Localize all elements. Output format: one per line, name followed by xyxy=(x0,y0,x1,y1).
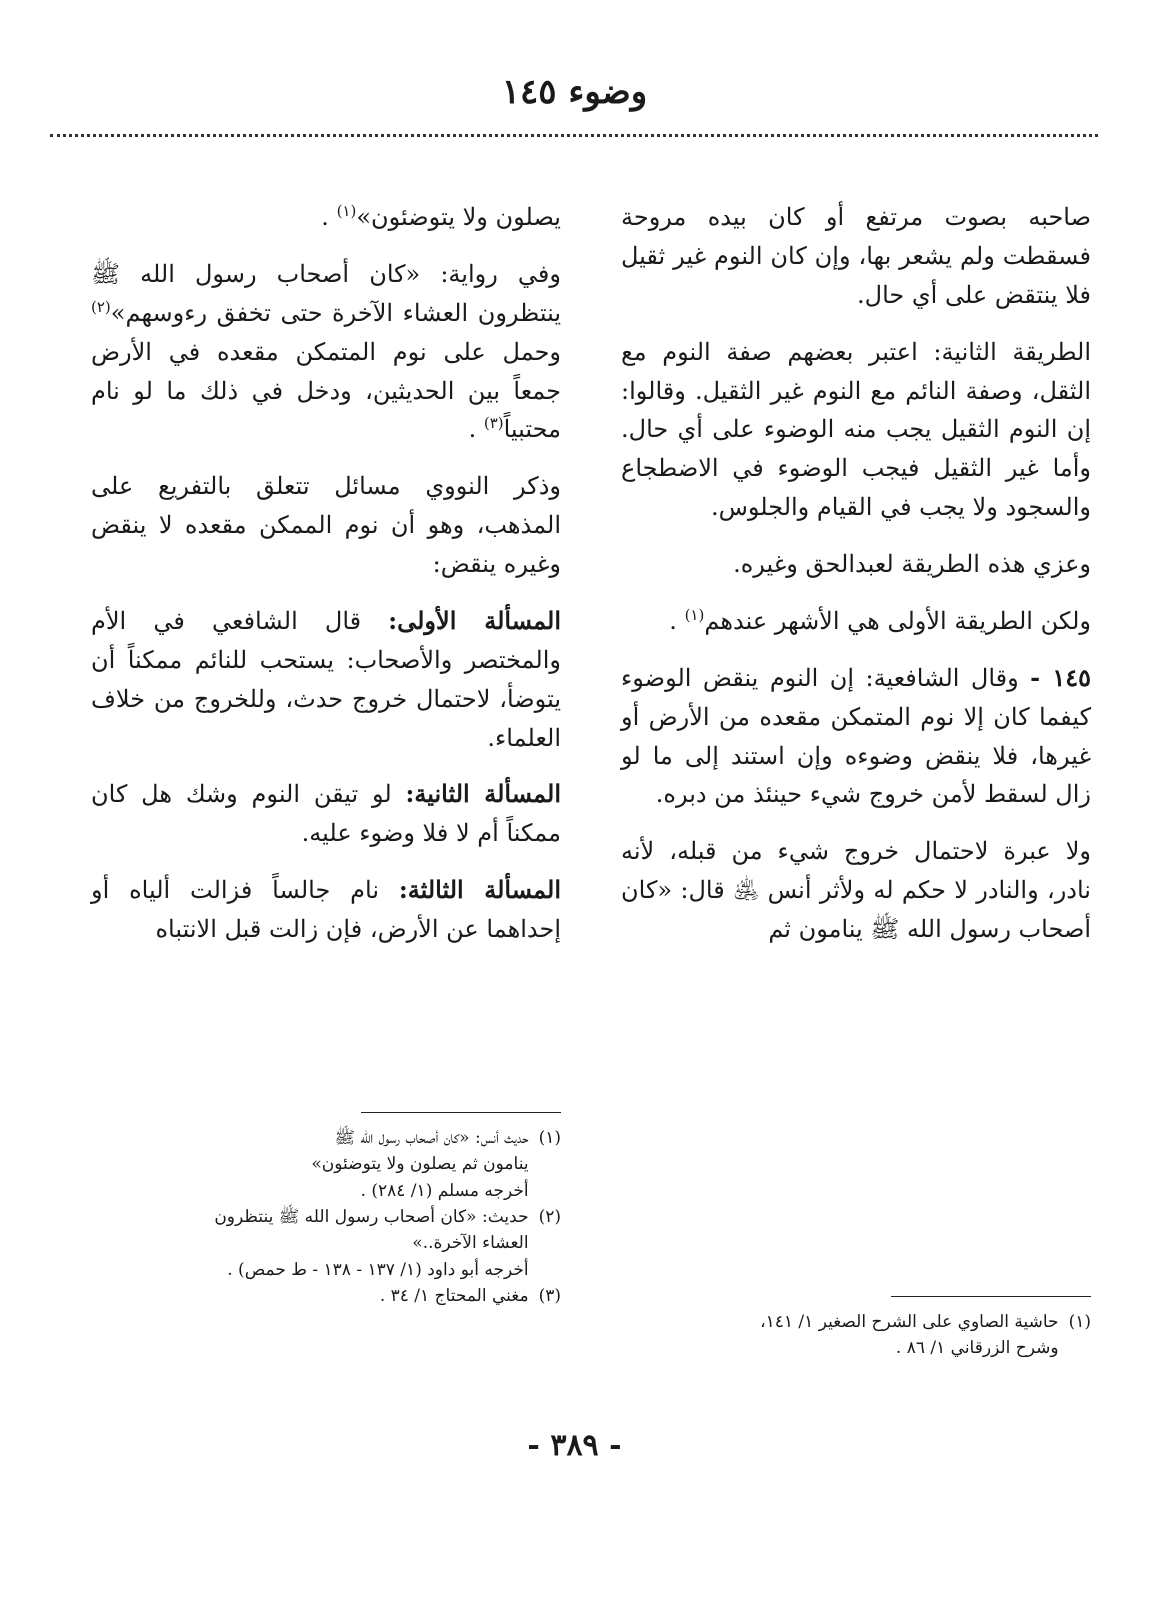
right-paragraph-5-text: وقال الشافعية: إن النوم ينقض الوضوء كيفما كان إلا نوم المتمكن مقعده من الأرض أو غيرها، فلا ينقض وضوءه وإن استند إلى ما لو زال لسقط لأمن خروج شيء حينئذ من دبره. xyxy=(621,663,1091,809)
right-paragraph-4-end: . xyxy=(669,606,685,635)
footnote-list xyxy=(91,1125,561,1309)
left-paragraph-2-b: وحمل على نوم المتمكن مقعده في الأرض جمعاً بين الحديثين، ودخل في ذلك ما لو نام محتبياً xyxy=(91,337,561,444)
footnote-line: حديث: «كان أصحاب رسول الله ﷺ ينتظرون xyxy=(214,1207,529,1228)
footnote-number: (٣) xyxy=(538,1286,561,1307)
left-paragraph-1 xyxy=(91,198,561,237)
footnote-number: (٢) xyxy=(538,1207,561,1228)
footnote-line: حديث أنس: «كان أصحاب رسول الله ﷺ xyxy=(334,1128,529,1148)
left-footnotes xyxy=(91,1112,561,1309)
issue-1-text: قال الشافعي في الأم والمختصر والأصحاب: يستحب للنائم ممكناً أن يتوضأ، لاحتمال خروج حدث، وللخروج من خلاف العلماء. xyxy=(91,606,561,752)
footnote-ref-1: (١) xyxy=(684,605,705,624)
right-paragraph-3: وعزي هذه الطريقة لعبدالحق وغيره. xyxy=(733,550,1091,578)
left-paragraph-2-end: . xyxy=(468,415,484,444)
left-paragraph-2-a: وفي رواية: «كان أصحاب رسول الله ﷺ ينتظرون العشاء الآخرة حتى تخفق رءوسهم» xyxy=(91,259,561,327)
issue-3 xyxy=(91,871,561,949)
footnote-number: (١) xyxy=(538,1128,561,1148)
footnote-item xyxy=(621,1309,1091,1362)
section-number: ١٤٥ - xyxy=(1030,662,1091,692)
right-footnotes xyxy=(621,1296,1091,1362)
right-paragraph-5 xyxy=(621,659,1091,815)
header-dotted-rule xyxy=(50,134,1098,137)
footnote-rule xyxy=(361,1112,561,1113)
right-paragraph-6: ولا عبرة لاحتمال خروج شيء من قبله، لأنه نادر، والنادر لا حكم له ولأثر أنس ﵁ قال: «كان أصحاب رسول الله ﷺ ينامون ثم xyxy=(621,837,1091,943)
left-paragraph-3: وذكر النووي مسائل تتعلق بالتفريع على المذهب، وهو أن نوم الممكن مقعده لا ينقض وغيره ينقض: xyxy=(91,472,561,578)
footnote-ref-1: (١) xyxy=(336,202,357,220)
issue-3-label: المسألة الثالثة: xyxy=(398,875,561,905)
footnote-ref-3: (٣) xyxy=(483,414,504,433)
right-paragraph-1: صاحبه بصوت مرتفع أو كان بيده مروحة فسقطت ولم يشعر بها، وإن كان النوم غير ثقيل فلا ينتقض على أي حال. xyxy=(621,203,1091,309)
footnote-item xyxy=(91,1204,561,1283)
right-paragraph-4 xyxy=(621,602,1091,641)
footnote-line: وشرح الزرقاني ١/ ٨٦ . xyxy=(895,1338,1059,1359)
footnote-line: مغني المحتاج ١/ ٣٤ . xyxy=(379,1286,529,1307)
issue-3-text: نام جالساً فزالت ألياه أو إحداهما عن الأرض، فإن زالت قبل الانتباه xyxy=(91,876,561,943)
footnote-line: ينامون ثم يصلون ولا يتوضئون» xyxy=(311,1154,529,1175)
right-column xyxy=(621,198,1091,967)
left-paragraph-1-end: . xyxy=(321,203,337,231)
left-column xyxy=(91,198,561,967)
footnote-line: العشاء الآخرة..» xyxy=(412,1233,529,1254)
left-paragraph-1-text: يصلون ولا يتوضئون» xyxy=(356,203,561,231)
footnote-ref-2: (٢) xyxy=(91,297,111,316)
footnote-item xyxy=(91,1125,561,1204)
footnote-rule xyxy=(891,1296,1091,1297)
footnote-number: (١) xyxy=(1068,1312,1091,1332)
footnote-line: أخرجه مسلم (١/ ٢٨٤) . xyxy=(360,1180,529,1201)
page-header-title: وضوء ١٤٥ xyxy=(501,72,648,112)
footnote-line: أخرجه أبو داود (١/ ١٣٧ - ١٣٨ - ط حمص) . xyxy=(227,1259,529,1280)
page-number: - ٣٨٩ - xyxy=(527,1428,622,1463)
issue-1-label: المسألة الأولى: xyxy=(388,605,561,635)
right-paragraph-4-text: ولكن الطريقة الأولى هي الأشهر عندهم xyxy=(704,606,1091,635)
footnote-item xyxy=(91,1283,561,1309)
right-paragraph-2: الطريقة الثانية: اعتبر بعضهم صفة النوم مع الثقل، وصفة النائم مع النوم غير الثقيل. وقالوا: إن النوم الثقيل يجب منه الوضوء على أي حال. وأما غير الثقيل فيجب الوضوء في الاضطجاع والسجود ولا يجب في القيام والجلوس. xyxy=(621,337,1091,522)
issue-2-label: المسألة الثانية: xyxy=(405,779,562,809)
issue-2-text: لو تيقن النوم وشك هل كان ممكناً أم لا فلا وضوء عليه. xyxy=(91,780,561,848)
footnote-line: حاشية الصاوي على الشرح الصغير ١/ ١٤١، xyxy=(760,1312,1059,1332)
issue-2 xyxy=(91,775,561,853)
left-paragraph-2 xyxy=(91,255,561,449)
footnote-list xyxy=(621,1309,1091,1362)
issue-1 xyxy=(91,602,561,758)
